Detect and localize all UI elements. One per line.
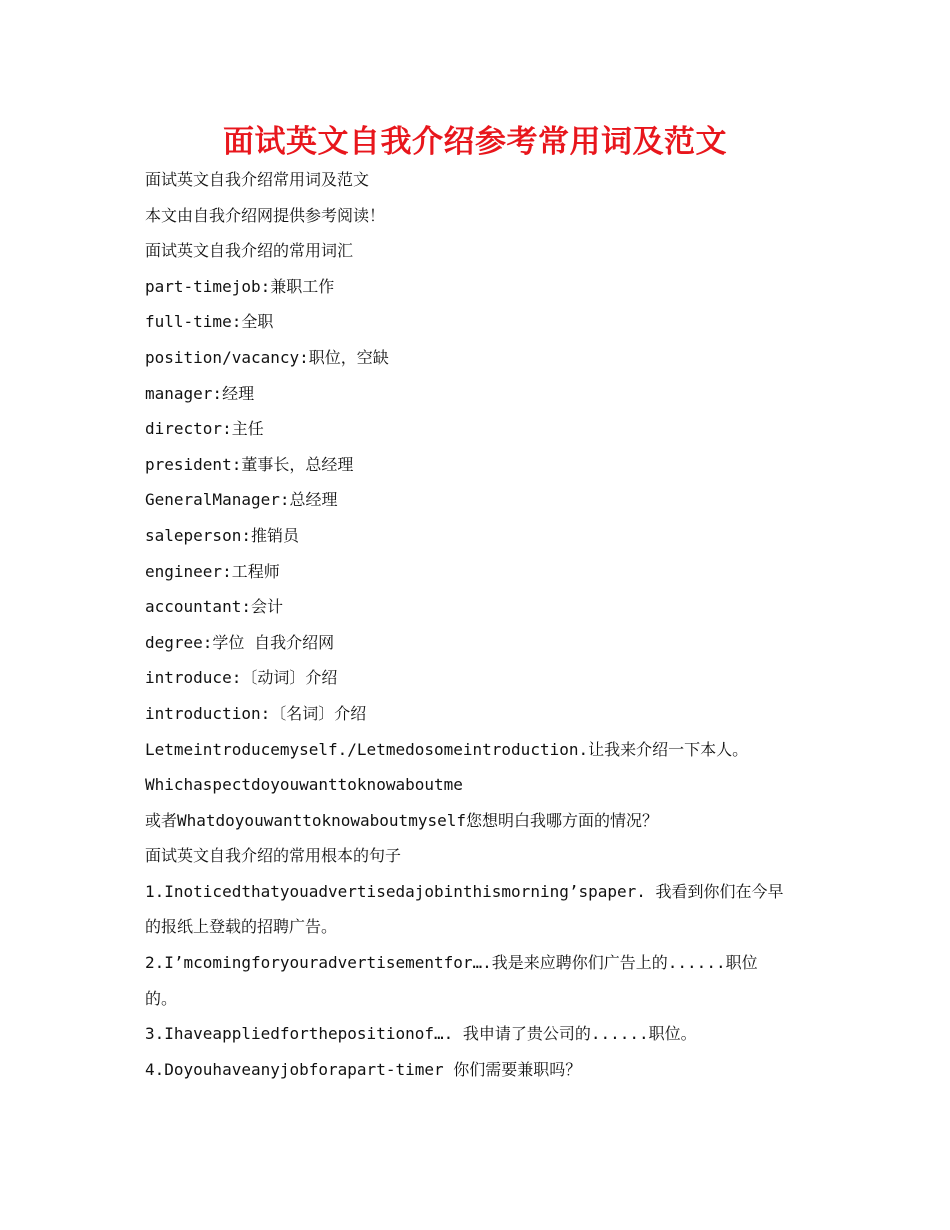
vocab-item: manager:经理: [145, 383, 255, 403]
sentence-line: Whichaspectdoyouwanttoknowaboutme: [145, 775, 463, 795]
sentence-line: 的。: [145, 988, 178, 1008]
vocab-item: part-timejob:兼职工作: [145, 276, 335, 296]
vocab-item: introduce:〔动词〕介绍: [145, 668, 338, 688]
vocab-item: full-time:全职: [145, 312, 274, 332]
vocab-item: saleperson:推销员: [145, 525, 299, 545]
vocab-item: president:董事长，总经理: [145, 454, 354, 474]
text-line: 本文由自我介绍网提供参考阅读！: [145, 205, 386, 225]
sentence-line: Letmeintroducemyself./Letmedosomeintroduction.让我来介绍一下本人。: [145, 739, 749, 759]
text-line: 面试英文自我介绍常用词及范文: [145, 170, 370, 189]
sentence-line: 3.Ihaveappliedforthepositionof…. 我申请了贵公司的......职位。: [145, 1024, 697, 1044]
vocab-item: position/vacancy:职位，空缺: [145, 347, 389, 367]
sentence-line: 的报纸上登载的招聘广告。: [145, 917, 338, 937]
vocab-item: director:主任: [145, 419, 264, 439]
sentence-line: 或者Whatdoyouwanttoknowaboutmyself您想明白我哪方面的情况？: [145, 810, 658, 830]
section-heading: 面试英文自我介绍的常用词汇: [145, 241, 354, 261]
sentence-line: 1.Inoticedthatyouadvertisedajobinthismorning’spaper. 我看到你们在今早: [145, 881, 784, 901]
document-body: [145, 162, 825, 1087]
sentence-line: 4.Doyouhaveanyjobforapart-timer 你们需要兼职吗？: [145, 1059, 582, 1079]
vocab-item: engineer:工程师: [145, 561, 280, 581]
vocab-item: GeneralManager:总经理: [145, 490, 338, 510]
sentence-line: 2.I’mcomingforyouradvertisementfor….我是来应聘你们广告上的......职位: [145, 953, 758, 973]
vocab-item: accountant:会计: [145, 597, 283, 617]
document-title: 面试英文自我介绍参考常用词及范文: [223, 124, 727, 160]
vocab-item: introduction:〔名词〕介绍: [145, 703, 367, 723]
vocab-item: degree:学位 自我介绍网: [145, 632, 335, 652]
section-heading: 面试英文自我介绍的常用根本的句子: [145, 846, 402, 866]
